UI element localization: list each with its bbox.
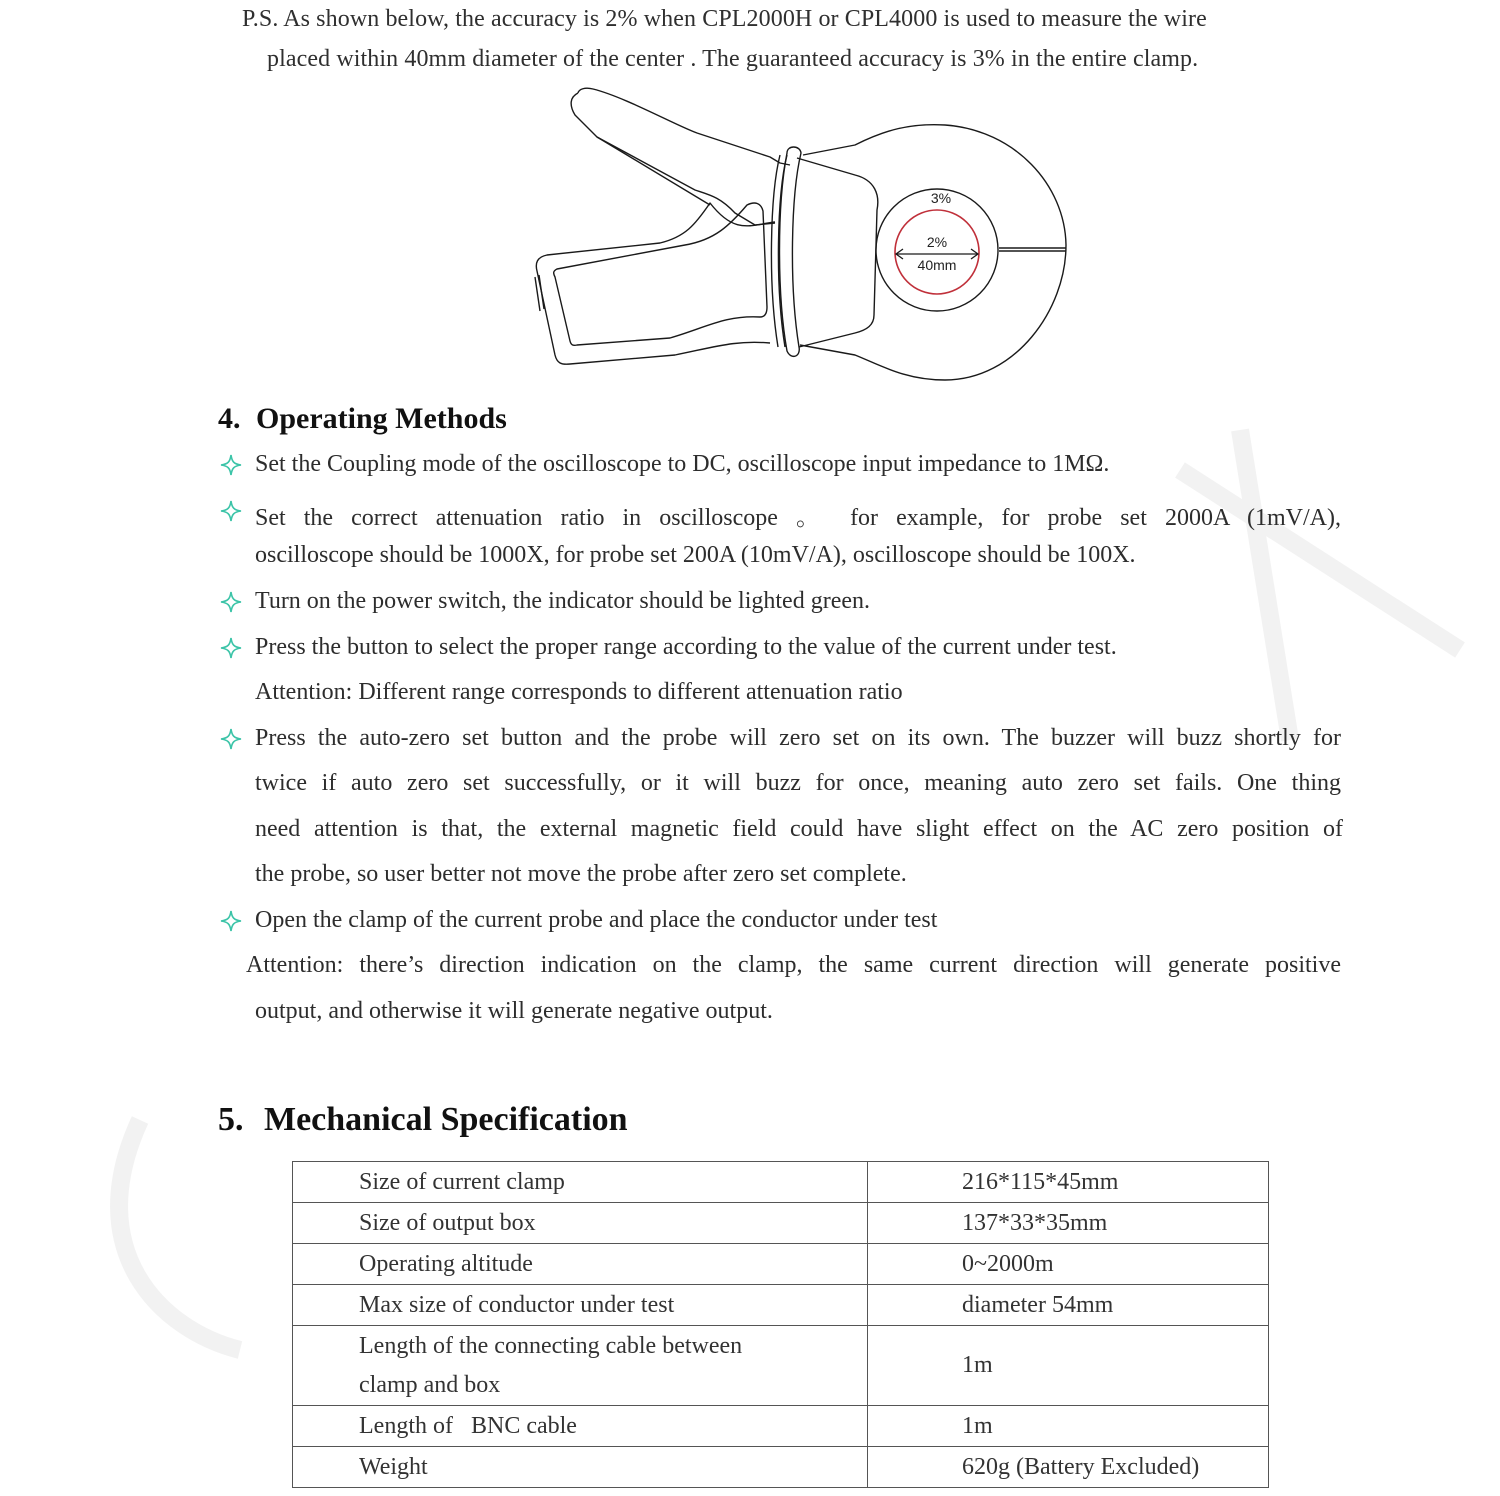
mechanical-spec-table	[292, 1161, 1269, 1488]
spec-value: 1m	[868, 1326, 1269, 1406]
note-line-2: placed within 40mm diameter of the center . The guaranteed accuracy is 3% in the entire clamp.	[267, 46, 1199, 72]
table-row	[293, 1326, 1269, 1406]
accuracy-zone-circle	[895, 210, 979, 294]
spec-value: 0~2000m	[868, 1244, 1269, 1285]
operating-step-5-cont: the probe, so user better not move the probe after zero set complete.	[255, 861, 907, 887]
operating-step-5-cont: need attention is that, the external magnetic field could have slight effect on the AC zero position of	[255, 816, 1343, 842]
spec-label: Length of BNC cable	[293, 1406, 868, 1447]
spec-label-line-1: Length of the connecting cable between	[359, 1332, 743, 1359]
section-number: 4.	[218, 402, 241, 435]
star-bullet-icon	[220, 454, 242, 476]
clamp-drawing	[525, 85, 1085, 385]
operating-step-1: Set the Coupling mode of the oscilloscope to DC, oscilloscope input impedance to 1MΩ.	[255, 451, 1110, 477]
table-row	[293, 1244, 1269, 1285]
operating-step-4: Press the button to select the proper range according to the value of the current under test.	[255, 634, 1117, 660]
star-bullet-icon	[220, 500, 242, 522]
section-number: 5.	[218, 1101, 244, 1138]
operating-step-2: Set the correct attenuation ratio in oscilloscope 。 for example, for probe set 2000A (1mV/A),	[255, 505, 1341, 531]
table-row	[293, 1285, 1269, 1326]
section-title: Operating Methods	[256, 402, 507, 435]
operating-step-6: Open the clamp of the current probe and place the conductor under test	[255, 907, 938, 933]
operating-step-6-attention-cont: output, and otherwise it will generate negative output.	[255, 998, 773, 1024]
table-row	[293, 1447, 1269, 1488]
spec-value: 216*115*45mm	[868, 1162, 1269, 1203]
spec-label-line-2: clamp and box	[359, 1371, 501, 1398]
spec-label: Operating altitude	[293, 1244, 868, 1285]
star-bullet-icon	[220, 591, 242, 613]
inner-accuracy-label: 2%	[926, 234, 948, 250]
operating-step-4-attention: Attention: Different range corresponds to different attenuation ratio	[255, 679, 903, 705]
operating-step-6-attention: Attention: there’s direction indication on the clamp, the same current direction will generate positive	[246, 952, 1341, 978]
table-row	[293, 1406, 1269, 1447]
spec-label: Weight	[293, 1447, 868, 1488]
spec-value: diameter 54mm	[868, 1285, 1269, 1326]
operating-step-5: Press the auto-zero set button and the probe will zero set on its own. The buzzer will buzz shortly for	[255, 725, 1341, 751]
table-row	[293, 1203, 1269, 1244]
star-bullet-icon	[220, 728, 242, 750]
spec-value: 620g (Battery Excluded)	[868, 1447, 1269, 1488]
note-line-1: P.S. As shown below, the accuracy is 2% when CPL2000H or CPL4000 is used to measure the wire	[242, 6, 1207, 32]
outer-accuracy-label: 3%	[930, 190, 952, 206]
spec-value: 1m	[868, 1406, 1269, 1447]
section-title: Mechanical Specification	[264, 1101, 628, 1138]
diameter-label: 40mm	[917, 257, 957, 273]
section-heading-operating-methods	[218, 402, 507, 436]
star-bullet-icon	[220, 910, 242, 932]
spec-label	[293, 1326, 868, 1406]
operating-step-5-cont: twice if auto zero set successfully, or it will buzz for once, meaning auto zero set fails. One thing	[255, 770, 1341, 796]
table-row	[293, 1162, 1269, 1203]
operating-step-2-cont: oscilloscope should be 1000X, for probe set 200A (10mV/A), oscilloscope should be 100X.	[255, 542, 1136, 568]
spec-label: Max size of conductor under test	[293, 1285, 868, 1326]
operating-step-3: Turn on the power switch, the indicator should be lighted green.	[255, 588, 870, 614]
section-heading-mechanical-specification	[218, 1101, 628, 1139]
current-clamp-diagram	[525, 85, 1085, 385]
spec-label: Size of current clamp	[293, 1162, 868, 1203]
star-bullet-icon	[220, 637, 242, 659]
spec-label: Size of output box	[293, 1203, 868, 1244]
spec-value: 137*33*35mm	[868, 1203, 1269, 1244]
